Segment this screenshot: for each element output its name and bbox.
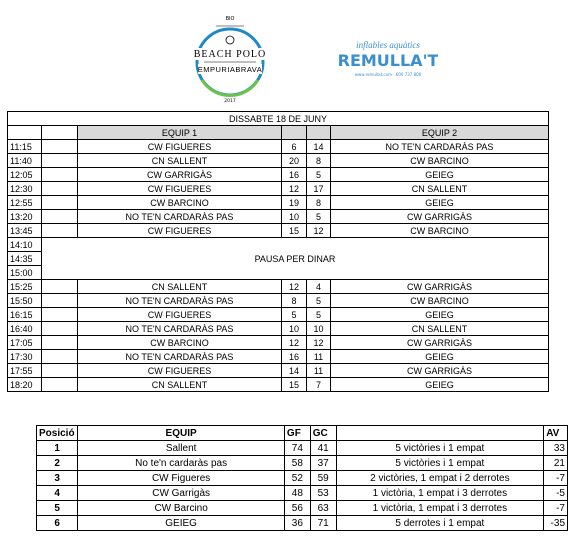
match-time: 17:05 (8, 336, 42, 350)
schedule-table (7, 111, 549, 392)
match-time: 16:15 (8, 308, 42, 322)
match-team2: CW GARRIGÀS (331, 280, 549, 294)
header-team2: EQUIP 2 (331, 126, 549, 140)
standing-team: CW Barcino (78, 501, 285, 516)
match-time: 12:05 (8, 168, 42, 182)
standings-row (37, 501, 568, 516)
standing-team: CW Figueres (78, 471, 285, 486)
pause-time: 15:00 (8, 266, 42, 280)
match-row (8, 182, 549, 196)
match-empty-cell (42, 280, 78, 294)
standing-record: 5 victòries i 1 empat (336, 441, 544, 456)
match-score1: 16 (282, 350, 307, 364)
match-empty-cell (42, 308, 78, 322)
match-time: 17:55 (8, 364, 42, 378)
logo-place: EMPURIABRAVA (197, 65, 263, 74)
match-time: 17:30 (8, 350, 42, 364)
pause-row (8, 238, 549, 252)
match-team1: CW BARCINO (78, 196, 282, 210)
match-score2: 12 (307, 336, 331, 350)
logo-top-text: BIO (225, 16, 235, 22)
match-time: 18:20 (8, 378, 42, 392)
header-av: AV (544, 426, 568, 441)
standings-table (36, 425, 568, 531)
match-row (8, 140, 549, 154)
match-score2: 7 (307, 378, 331, 392)
match-time: 13:45 (8, 224, 42, 238)
pause-time: 14:10 (8, 238, 42, 252)
standing-av: -35 (544, 516, 568, 531)
match-score2: 17 (307, 182, 331, 196)
standing-record: 5 victòries i 1 empat (336, 456, 544, 471)
standings-header-row (37, 426, 568, 441)
standings-row (37, 471, 568, 486)
standing-pos: 3 (37, 471, 78, 486)
match-score2: 5 (307, 168, 331, 182)
match-empty-cell (42, 294, 78, 308)
match-score1: 15 (282, 224, 307, 238)
header-team1: EQUIP 1 (78, 126, 282, 140)
match-team1: NO TE'N CARDARÀS PAS (78, 294, 282, 308)
header-pos: Posició (37, 426, 78, 441)
standing-gf: 36 (284, 516, 310, 531)
match-team1: NO TE'N CARDARÀS PAS (78, 350, 282, 364)
standings-row (37, 516, 568, 531)
standing-pos: 6 (37, 516, 78, 531)
match-empty-cell (42, 364, 78, 378)
match-score2: 12 (307, 224, 331, 238)
logo-year: 2017 (224, 99, 236, 104)
standing-av: -7 (544, 471, 568, 486)
match-row (8, 378, 549, 392)
match-team2: GEIEG (331, 378, 549, 392)
match-team1: CW FIGUERES (78, 224, 282, 238)
header-team: EQUIP (78, 426, 285, 441)
standing-gc: 71 (310, 516, 336, 531)
match-score2: 11 (307, 350, 331, 364)
header-gc: GC (310, 426, 336, 441)
standing-record: 5 derrotes i 1 empat (336, 516, 544, 531)
standing-team: Sallent (78, 441, 285, 456)
logo-tagline: inflables aquàtics (356, 40, 420, 50)
match-team2: CW GARRIGÀS (331, 364, 549, 378)
schedule-header-row (8, 126, 549, 140)
match-score2: 5 (307, 210, 331, 224)
match-row (8, 168, 549, 182)
match-score2: 5 (307, 308, 331, 322)
match-score1: 12 (282, 182, 307, 196)
match-score2: 10 (307, 322, 331, 336)
match-team2: CW BARCINO (331, 224, 549, 238)
match-time: 12:30 (8, 182, 42, 196)
match-team2: GEIEG (331, 308, 549, 322)
match-row (8, 280, 549, 294)
pause-label: PAUSA PER DINAR (42, 238, 549, 280)
standing-av: 21 (544, 456, 568, 471)
match-empty-cell (42, 350, 78, 364)
match-team2: GEIEG (331, 196, 549, 210)
standing-gc: 63 (310, 501, 336, 516)
standing-gc: 59 (310, 471, 336, 486)
standings-row (37, 441, 568, 456)
standing-record: 1 victòria, 1 empat i 3 derrotes (336, 486, 544, 501)
schedule-title: DISSABTE 18 DE JUNY (8, 112, 549, 126)
match-score2: 11 (307, 364, 331, 378)
match-row (8, 322, 549, 336)
match-score1: 16 (282, 168, 307, 182)
match-team2: GEIEG (331, 168, 549, 182)
pause-time: 14:35 (8, 252, 42, 266)
match-time: 16:40 (8, 322, 42, 336)
match-score2: 4 (307, 280, 331, 294)
match-empty-cell (42, 378, 78, 392)
match-score2: 5 (307, 294, 331, 308)
standing-team: GEIEG (78, 516, 285, 531)
match-team2: CW GARRIGÀS (331, 336, 549, 350)
match-team1: CN SALLENT (78, 280, 282, 294)
standing-gc: 37 (310, 456, 336, 471)
match-team2: CW GARRIGÀS (331, 210, 549, 224)
logo-contact: www.remullat.com · 600 737 800 (354, 72, 422, 77)
match-score1: 5 (282, 308, 307, 322)
standing-record: 2 victòries, 1 empat i 2 derrotes (336, 471, 544, 486)
match-empty-cell (42, 140, 78, 154)
match-score1: 8 (282, 294, 307, 308)
match-row (8, 308, 549, 322)
match-score1: 19 (282, 196, 307, 210)
standing-av: -5 (544, 486, 568, 501)
match-score2: 14 (307, 140, 331, 154)
match-empty-cell (42, 182, 78, 196)
header-gf: GF (284, 426, 310, 441)
match-score1: 20 (282, 154, 307, 168)
match-row (8, 210, 549, 224)
standing-pos: 4 (37, 486, 78, 501)
match-row (8, 364, 549, 378)
match-score1: 10 (282, 322, 307, 336)
match-team2: GEIEG (331, 350, 549, 364)
match-empty-cell (42, 322, 78, 336)
match-team1: NO TE'N CARDARÀS PAS (78, 322, 282, 336)
standing-av: 33 (544, 441, 568, 456)
standing-record: 1 victòria, 1 empat i 3 derrotes (336, 501, 544, 516)
match-row (8, 350, 549, 364)
match-row (8, 154, 549, 168)
match-score2: 8 (307, 196, 331, 210)
standing-av: -7 (544, 501, 568, 516)
match-score1: 15 (282, 378, 307, 392)
match-score1: 6 (282, 140, 307, 154)
header-record (336, 426, 544, 441)
match-score1: 12 (282, 336, 307, 350)
match-team1: CW FIGUERES (78, 182, 282, 196)
standing-gf: 58 (284, 456, 310, 471)
match-score1: 10 (282, 210, 307, 224)
standing-pos: 2 (37, 456, 78, 471)
standing-team: CW Garrigàs (78, 486, 285, 501)
match-time: 15:25 (8, 280, 42, 294)
standing-gf: 52 (284, 471, 310, 486)
standing-gc: 41 (310, 441, 336, 456)
match-time: 13:20 (8, 210, 42, 224)
match-score1: 14 (282, 364, 307, 378)
logo-brand: REMULLA'T (338, 51, 438, 70)
standing-gf: 74 (284, 441, 310, 456)
match-empty-cell (42, 336, 78, 350)
match-time: 12:55 (8, 196, 42, 210)
match-empty-cell (42, 210, 78, 224)
match-row (8, 294, 549, 308)
match-time: 11:40 (8, 154, 42, 168)
match-score1: 12 (282, 280, 307, 294)
match-team2: CW BARCINO (331, 154, 549, 168)
logo-name: BEACH POLO (193, 49, 267, 60)
match-empty-cell (42, 224, 78, 238)
standing-gc: 53 (310, 486, 336, 501)
match-team2: CW BARCINO (331, 294, 549, 308)
match-team1: CW FIGUERES (78, 364, 282, 378)
match-row (8, 196, 549, 210)
remullat-logo (338, 36, 438, 86)
match-team1: NO TE'N CARDARÀS PAS (78, 210, 282, 224)
match-team1: CW BARCINO (78, 336, 282, 350)
match-team1: CW GARRIGÀS (78, 168, 282, 182)
match-team1: CN SALLENT (78, 154, 282, 168)
match-empty-cell (42, 196, 78, 210)
match-team2: CN SALLENT (331, 322, 549, 336)
standings-row (37, 486, 568, 501)
match-team2: CN SALLENT (331, 182, 549, 196)
standing-pos: 1 (37, 441, 78, 456)
standing-gf: 56 (284, 501, 310, 516)
match-time: 15:50 (8, 294, 42, 308)
standings-row (37, 456, 568, 471)
match-score2: 8 (307, 154, 331, 168)
match-time: 11:15 (8, 140, 42, 154)
match-team2: NO TE'N CARDARÀS PAS (331, 140, 549, 154)
standing-gf: 48 (284, 486, 310, 501)
beach-polo-logo (180, 12, 280, 104)
match-row (8, 336, 549, 350)
match-empty-cell (42, 154, 78, 168)
match-team1: CW FIGUERES (78, 308, 282, 322)
match-empty-cell (42, 168, 78, 182)
match-team1: CW FIGUERES (78, 140, 282, 154)
schedule-title-row (8, 112, 549, 126)
match-row (8, 224, 549, 238)
standing-team: No te'n cardaràs pas (78, 456, 285, 471)
match-team1: CN SALLENT (78, 378, 282, 392)
standing-pos: 5 (37, 501, 78, 516)
